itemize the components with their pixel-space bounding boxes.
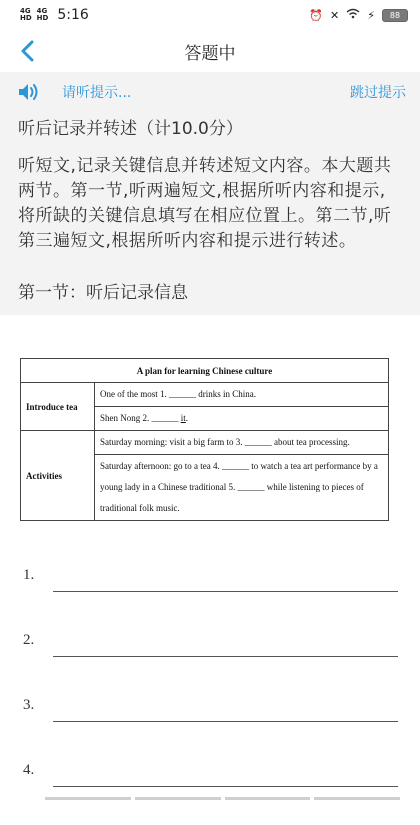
answer-field-3[interactable] <box>53 721 398 722</box>
table-cell: Shen Nong 2. ______ it. <box>95 407 389 431</box>
audio-bar <box>0 72 420 112</box>
answer-number: 1. <box>23 567 35 583</box>
network-indicator-2: 4G HD <box>36 7 49 22</box>
alarm-icon: ⏰ <box>309 8 324 22</box>
speaker-icon[interactable] <box>18 81 44 103</box>
question-title: 听后记录并转述（计10.0分） <box>18 119 243 139</box>
answer-list <box>0 565 420 825</box>
answer-row-1 <box>0 565 420 630</box>
nav-bar <box>0 30 420 72</box>
row-label-introduce-tea: Introduce tea <box>21 383 95 431</box>
question-panel <box>0 72 420 315</box>
table-row <box>21 431 389 455</box>
charging-icon: ⚡ <box>367 8 375 22</box>
answer-field-4[interactable] <box>53 786 398 787</box>
table-title: A plan for learning Chinese culture <box>21 359 389 383</box>
listen-hint-link[interactable]: 请听提示... <box>62 85 132 101</box>
answer-number: 3. <box>23 697 35 713</box>
network-indicator-1: 4G HD <box>20 7 32 22</box>
table-cell: One of the most 1. ______ drinks in China. <box>95 383 389 407</box>
page-title: 答题中 <box>184 43 236 64</box>
mute-icon: ✕ <box>330 8 340 22</box>
answer-number: 2. <box>23 632 35 648</box>
answer-number: 4. <box>23 762 35 778</box>
question-description: 听短文,记录关键信息并转述短文内容。本大题共两节。第一节,听两遍短文,根据所听内容和提示,将所缺的关键信息填写在相应位置上。第二节,听第三遍短文,根据所听内容和提示进行转述。 <box>18 156 392 251</box>
skip-hint-button[interactable]: 跳过提示 <box>350 85 406 101</box>
status-bar <box>0 0 420 30</box>
answer-row-2 <box>0 630 420 695</box>
section-title: 第一节：听后记录信息 <box>18 283 188 303</box>
status-time: 5:16 <box>57 7 89 23</box>
answer-field-2[interactable] <box>53 656 398 657</box>
answer-row-3 <box>0 695 420 760</box>
answer-row-4 <box>0 760 420 825</box>
row-label-activities: Activities <box>21 431 95 521</box>
table-cell: Saturday afternoon: go to a tea 4. ______ to watch a tea art performance by a young lady in a Chinese traditional 5. ______ while listening to pieces of traditional folk music. <box>95 455 389 521</box>
plan-table <box>20 358 389 521</box>
answer-field-1[interactable] <box>53 591 398 592</box>
wifi-icon <box>346 8 360 22</box>
status-icons <box>309 8 408 22</box>
table-row <box>21 383 389 407</box>
table-header-row <box>21 359 389 383</box>
back-icon[interactable] <box>14 37 40 65</box>
table-cell: Saturday morning: visit a big farm to 3. ______ about tea processing. <box>95 431 389 455</box>
battery-icon: 88 <box>382 9 408 22</box>
